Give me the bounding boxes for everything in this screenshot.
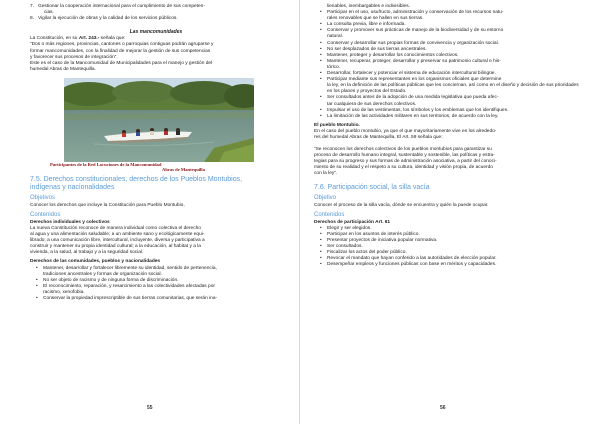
list-item: • Revocar el mandato que hayan conferido a las autoridades de elección popular. bbox=[320, 256, 497, 262]
bullet-list bbox=[314, 226, 580, 269]
list-item: • Mantener, desarrollar y fortalecer libremente su identidad, sentido de pertenencia, tradiciones ancestrales y formas de organización social. bbox=[36, 265, 217, 277]
list-item: • Impulsar el uso de las vestimentas, los símbolos y los emblemas que los identifiquen. bbox=[320, 107, 509, 113]
objetivo-heading: Objetivo bbox=[314, 194, 337, 201]
list-item: • Desempeñar empleos y funciones públicas con base en méritos y capacidades. bbox=[320, 262, 497, 268]
quote-line: “Se reconocen los derechos colectivos de los pueblos montubios para garantizar su bbox=[314, 147, 492, 153]
list-item: • Desarrollar, fortalecer y potenciar el sistema de educación intercultural bilingüe. bbox=[320, 71, 496, 77]
constitution-intro: La Constitución, en su Art. 243.- señala que: bbox=[30, 36, 126, 42]
list-item: • Participar en el uso, usufructo, administración y conservación de los recursos natu- rales renovables que se hallen en sus tierras. bbox=[320, 10, 504, 22]
list-item: • No ser objeto de racismo y de ninguna forma de discriminación. bbox=[36, 277, 179, 283]
list-item: • Ser consultados antes de la adopción de una medida legislativa que pueda afec- tar cualquiera de sus derechos colectivos. bbox=[320, 95, 499, 107]
quote-line: formar mancomunidades, con la finalidad de mejorar la gestión de sus competencias bbox=[30, 48, 211, 54]
list-item: • No ser desplazados de sus tierras ancestrales. bbox=[320, 46, 427, 52]
paragraph-line: res del humedal Abras de Mantequilla, El Art. 59 señala que: bbox=[314, 134, 443, 140]
list-item: • La limitación de las actividades militares en sus territorios, de acuerdo con la ley. bbox=[320, 113, 499, 119]
quote-line: y favorecer sus procesos de integración”. bbox=[30, 54, 118, 60]
quote-line: proceso de desarrollo humano integral, sustentable y sostenible, las políticas y estra- bbox=[314, 153, 495, 159]
derechos-participacion-heading: Derechos de participación Art. 61 bbox=[314, 219, 391, 225]
list-item: • Conservar y promover sus prácticas de manejo de la biodiversidad y de su entorno natural. bbox=[320, 28, 504, 40]
bullet-list bbox=[314, 4, 580, 120]
section-title-7-6: 7.6. Participación social, la silla vacía bbox=[314, 183, 430, 191]
page-number: 56 bbox=[440, 405, 446, 411]
item-number: 7. bbox=[30, 4, 35, 9]
list-item: • La consulta previa, libre e informada. bbox=[320, 22, 406, 28]
boat-photo bbox=[64, 78, 254, 162]
list-item: • Fiscalizar los actos del poder público. bbox=[320, 250, 407, 256]
derechos-individuales-heading: Derechos individuales y colectivos bbox=[30, 219, 110, 225]
list-item: • Mantener, recuperar, proteger, desarrollar y preservar su patrimonio cultural e his- tórico. bbox=[320, 58, 501, 70]
list-item: • El reconocimiento, reparación, y resarcimiento a las colectividades afectadas por racismo, xenofobia. bbox=[36, 283, 215, 295]
contenidos-heading: Contenidos bbox=[30, 211, 61, 218]
paragraph-line: construir y mantener su propia identidad cultural; a la educación, al habitat y a la bbox=[30, 244, 201, 250]
derechos-comunidades-heading: Derechos de las comunidades, pueblos y nacionalidades bbox=[30, 259, 161, 265]
bullet-list bbox=[30, 266, 282, 303]
mancomunidad-text: Este es el caso de la Mancomunidad de Municipalidades para el manejo y gestión del bbox=[30, 60, 213, 66]
contenidos-heading: Contenidos bbox=[314, 211, 345, 218]
objetivos-text: Conocer los derechos que incluye la Constitución para Pueblo Montubio, bbox=[30, 202, 185, 208]
objetivos-heading: Objetivos bbox=[30, 194, 56, 201]
list-item: • Participar mediante sus representantes en los organismos oficiales que determine la ley, en la definición de las políticas públicas que les conciernan, así como en el diseño y decisión de sus prioridades en los planes y proyectos del Estado. bbox=[320, 77, 579, 95]
page-number: 55 bbox=[147, 405, 153, 411]
river-photo-image bbox=[64, 78, 254, 162]
list-item: • Ser consultados. bbox=[320, 244, 363, 249]
list-item: 7. Gestionar la cooperación internacional para el cumplimiento de sus competen- cias. bbox=[30, 4, 205, 16]
quote-line: con la ley”. bbox=[314, 171, 338, 177]
item-number: 8. bbox=[30, 16, 35, 22]
mancomunidades-title: Las mancomunidades bbox=[129, 29, 183, 36]
montubio-heading: El pueblo Montubio. bbox=[314, 122, 360, 128]
mancomunidad-text: humedal Abras de Mantequilla. bbox=[30, 66, 96, 72]
paragraph-line: al agua y una alimentación saludable; a un ambiente sano y ecológicamente equi- bbox=[30, 232, 205, 238]
list-item: • Elegir y ser elegidos. bbox=[320, 225, 372, 231]
photo-caption: Participantes de la Red Locuciones de la Mancomunidad Abras de Mantequilla bbox=[50, 161, 205, 173]
list-item: • Conservar y desarrollar sus propias formas de convivencia y organización social. bbox=[320, 40, 499, 46]
paragraph-line: librado; a una comunicación libre, intercultural, incluyente, diversa y participativa a bbox=[30, 238, 205, 244]
numbered-list bbox=[30, 4, 282, 22]
quote-line: “Dos o más regiones, provincias, cantones o parroquias contiguas podrán agruparse y bbox=[30, 42, 214, 48]
paragraph-line: En el caso del pueblo montubio, ya que el que mayoritariamente vive en los alrededo- bbox=[314, 128, 497, 134]
list-item: • Participar en los asuntos de interés público. bbox=[320, 231, 420, 237]
quote-line: miento de su realidad y el respeto a su cultura, identidad y visión propia, de acuerdo bbox=[314, 165, 493, 171]
list-item: • Mantener, proteger y desarrollar los conocimientos colectivos. bbox=[320, 52, 459, 58]
list-item: • Conservar la propiedad imprescriptible de sus tierras comunitarias, que serán ina- bbox=[36, 295, 218, 301]
objetivo-text: Conocer el proceso de la silla vacía, dónde se encuentra y quién la puede ocupar. bbox=[314, 202, 489, 208]
right-page bbox=[300, 0, 600, 424]
section-title-7-5: 7.5. Derechos constitucionales, derechos de los Pueblos Montubios, indígenas y nacionalidades bbox=[30, 175, 243, 191]
list-item: • Presentar proyectos de iniciativa popular normativa. bbox=[320, 237, 438, 243]
list-item: lienables, inembargables e indivisibles. bbox=[327, 4, 410, 9]
paragraph-line: La nueva Constitución reconoce de manera individual como colectiva el derecho bbox=[30, 225, 201, 231]
list-item: 8. Vigilar la ejecución de obras y la calidad de los servicios públicos. bbox=[30, 16, 178, 22]
quote-line: tegias para su progreso y sus formas de administración asociativa, a partir del conoci- bbox=[314, 159, 497, 165]
paragraph-line: vivienda, a la salud, al trabajo y a la seguridad social. bbox=[30, 250, 144, 256]
